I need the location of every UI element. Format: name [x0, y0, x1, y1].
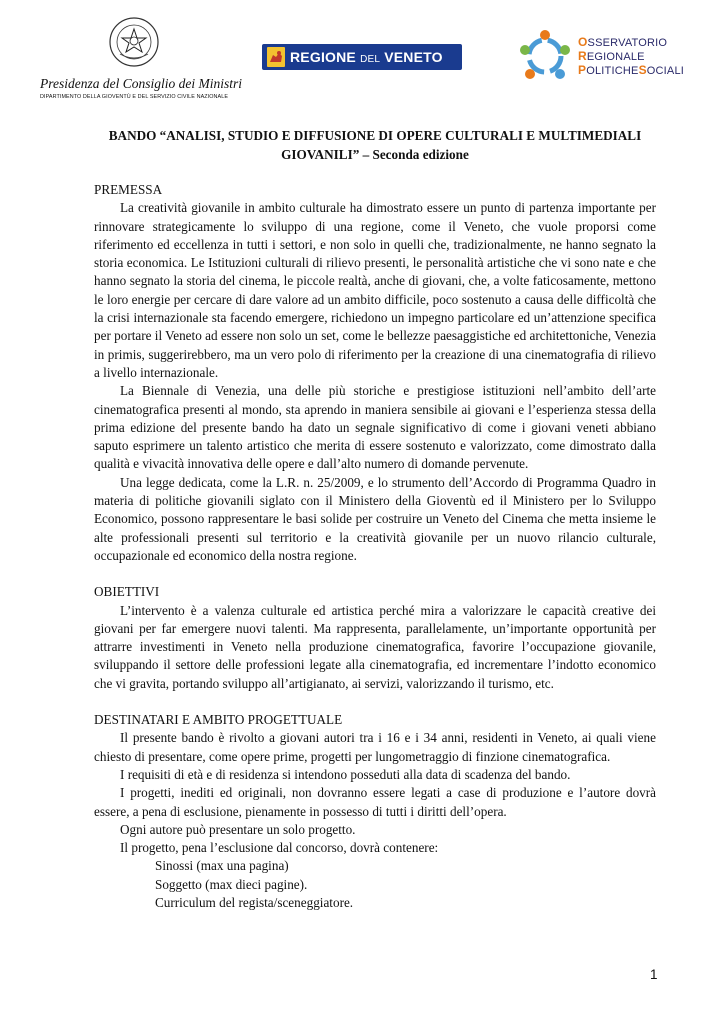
- paragraph: Ogni autore può presentare un solo progetto.: [120, 821, 356, 837]
- veneto-word: VENETO: [384, 49, 443, 65]
- document-body: [94, 126, 656, 912]
- paragraph: Il progetto, pena l’esclusione dal concorso, dovrà contenere:: [120, 840, 439, 856]
- lion-of-saint-mark-icon: [267, 47, 285, 67]
- title-line-1: BANDO “ANALISI, STUDIO E DIFFUSIONE DI OPERE CULTURALI E MULTIMEDIALI: [108, 128, 642, 143]
- page-number: 1: [650, 967, 658, 982]
- del-word: DEL: [360, 54, 381, 65]
- document-title: [94, 126, 656, 164]
- presidenza-title: Presidenza del Consiglio dei Ministri: [40, 76, 242, 91]
- paragraph: I requisiti di età e di residenza si intendono posseduti alla data di scadenza del bando.: [120, 766, 571, 782]
- paragraph: Una legge dedicata, come la L.R. n. 25/2009, e lo strumento dell’Accordo di Programma Quadro in materia di politiche giovanili siglato con il Ministero della Gioventù ed il Ministero per lo Sviluppo Economico, possono rappresentare le basi solide per costruire un Veneto del Cinema che metta insieme le alte professionali presenti sul territorio e la creatività giovanile per un nuovo rilancio culturale, occupazionale ed economico della nostra regione.: [94, 474, 656, 563]
- paragraph: La creatività giovanile in ambito culturale ha dimostrato essere un punto di partenza importante per rinnovare strategicamente lo sviluppo di una regione, come il Veneto, che vuole proporsi come riferimento ed eccellenza in tutti i settori, e non solo in quelli che, tradizionalmente, ne hanno segnato la storia economica. Le Istituzioni culturali di rilievo presenti, le personalità artistiche che vi sono nate e che hanno segnato la storia del cinema, le piccole realtà, anche di giovani, che, a volte faticosamente, mettono le loro energie per cercare di dare valore ad un ambito difficile, poco sostenuto a causa delle difficoltà che la crisi internazionale sta facendo emergere, richiedono un impegno particolare ed un’attenzione specifica per portare il Veneto ad essere non solo un set, come le bellezze paesaggistiche ed architettoniche, Venezia in primis, suggerirebbero, ma un vero polo di riferimento per la creazione di una cinematografia di rilievo a livello internazionale.: [94, 200, 656, 380]
- regione-word: REGIONE: [290, 49, 356, 65]
- section-spacer: [94, 693, 656, 711]
- list-item: Curriculum del regista/sceneggiatore.: [155, 894, 354, 910]
- italian-republic-emblem-icon: [108, 16, 160, 68]
- list-item: Sinossi (max una pagina): [155, 858, 289, 874]
- osserv-line-1: OSSERVATORIO: [578, 35, 668, 49]
- osservatorio-logo: [516, 28, 696, 84]
- section-spacer: [94, 565, 656, 583]
- section-heading-obiettivi: OBIETTIVI: [94, 584, 160, 600]
- paragraph: Il presente bando è rivolto a giovani autori tra i 16 e i 34 anni, residenti in Veneto, ai quali viene chiesto di presentare, come opere prime, progetti per lungometraggio di finzione cinematografica.: [94, 730, 656, 764]
- presidenza-logo: [40, 16, 242, 104]
- section-heading-destinatari: DESTINATARI E AMBITO PROGETTUALE: [94, 712, 343, 728]
- section-heading-premessa: PREMESSA: [94, 182, 163, 197]
- list-item: Soggetto (max dieci pagine).: [155, 876, 308, 892]
- osserv-line-3: POLITICHESOCIALI: [578, 63, 685, 77]
- osservatorio-people-ring-icon: [516, 28, 574, 84]
- osserv-line-2: REGIONALE: [578, 49, 645, 63]
- osservatorio-name: [578, 36, 684, 78]
- title-line-2: GIOVANILI” – Seconda edizione: [281, 147, 469, 162]
- paragraph: L’intervento è a valenza culturale ed artistica perché mira a valorizzare le capacità creative dei giovani per far emergere nuovi talenti. Ma rappresenta, parallelamente, un’importante opportunità per attrarre investimenti in Veneto nella produzione cinematografica, favorire l’occupazione giovanile, sviluppando il settore delle professioni legate alla cinematografia, ed incrementare l’indotto economico che vi gravita, portando sviluppo all’artigianato, ai servizi, valorizzando il turismo, etc.: [94, 602, 656, 691]
- regione-veneto-logo: [262, 44, 462, 70]
- presidenza-subtitle: DIPARTIMENTO DELLA GIOVENTÙ E DEL SERVIZIO CIVILE NAZIONALE: [40, 94, 229, 100]
- paragraph: La Biennale di Venezia, una delle più storiche e prestigiose istituzioni nell’ambito dell’arte cinematografica presenti al mondo, sta aprendo in maniera sensibile ai giovani e l’esperienza stessa della prima edizione del presente bando ha dato un segnale significativo di come i giovani veneti abbiano saputo esprimere un talento artistico che merita di essere sostenuto e valorizzato, come dimostrato dalla qualità e vivacità innovativa delle opere e dall’alto numero di domande pervenute.: [94, 383, 656, 472]
- regione-veneto-name: [290, 44, 443, 70]
- requirements-list: [94, 857, 656, 912]
- paragraph: I progetti, inediti ed originali, non dovranno essere legati a case di produzione e l’autore dovrà essere, a pena di esclusione, pienamente in possesso di tutti i diritti dell’opera.: [94, 785, 656, 819]
